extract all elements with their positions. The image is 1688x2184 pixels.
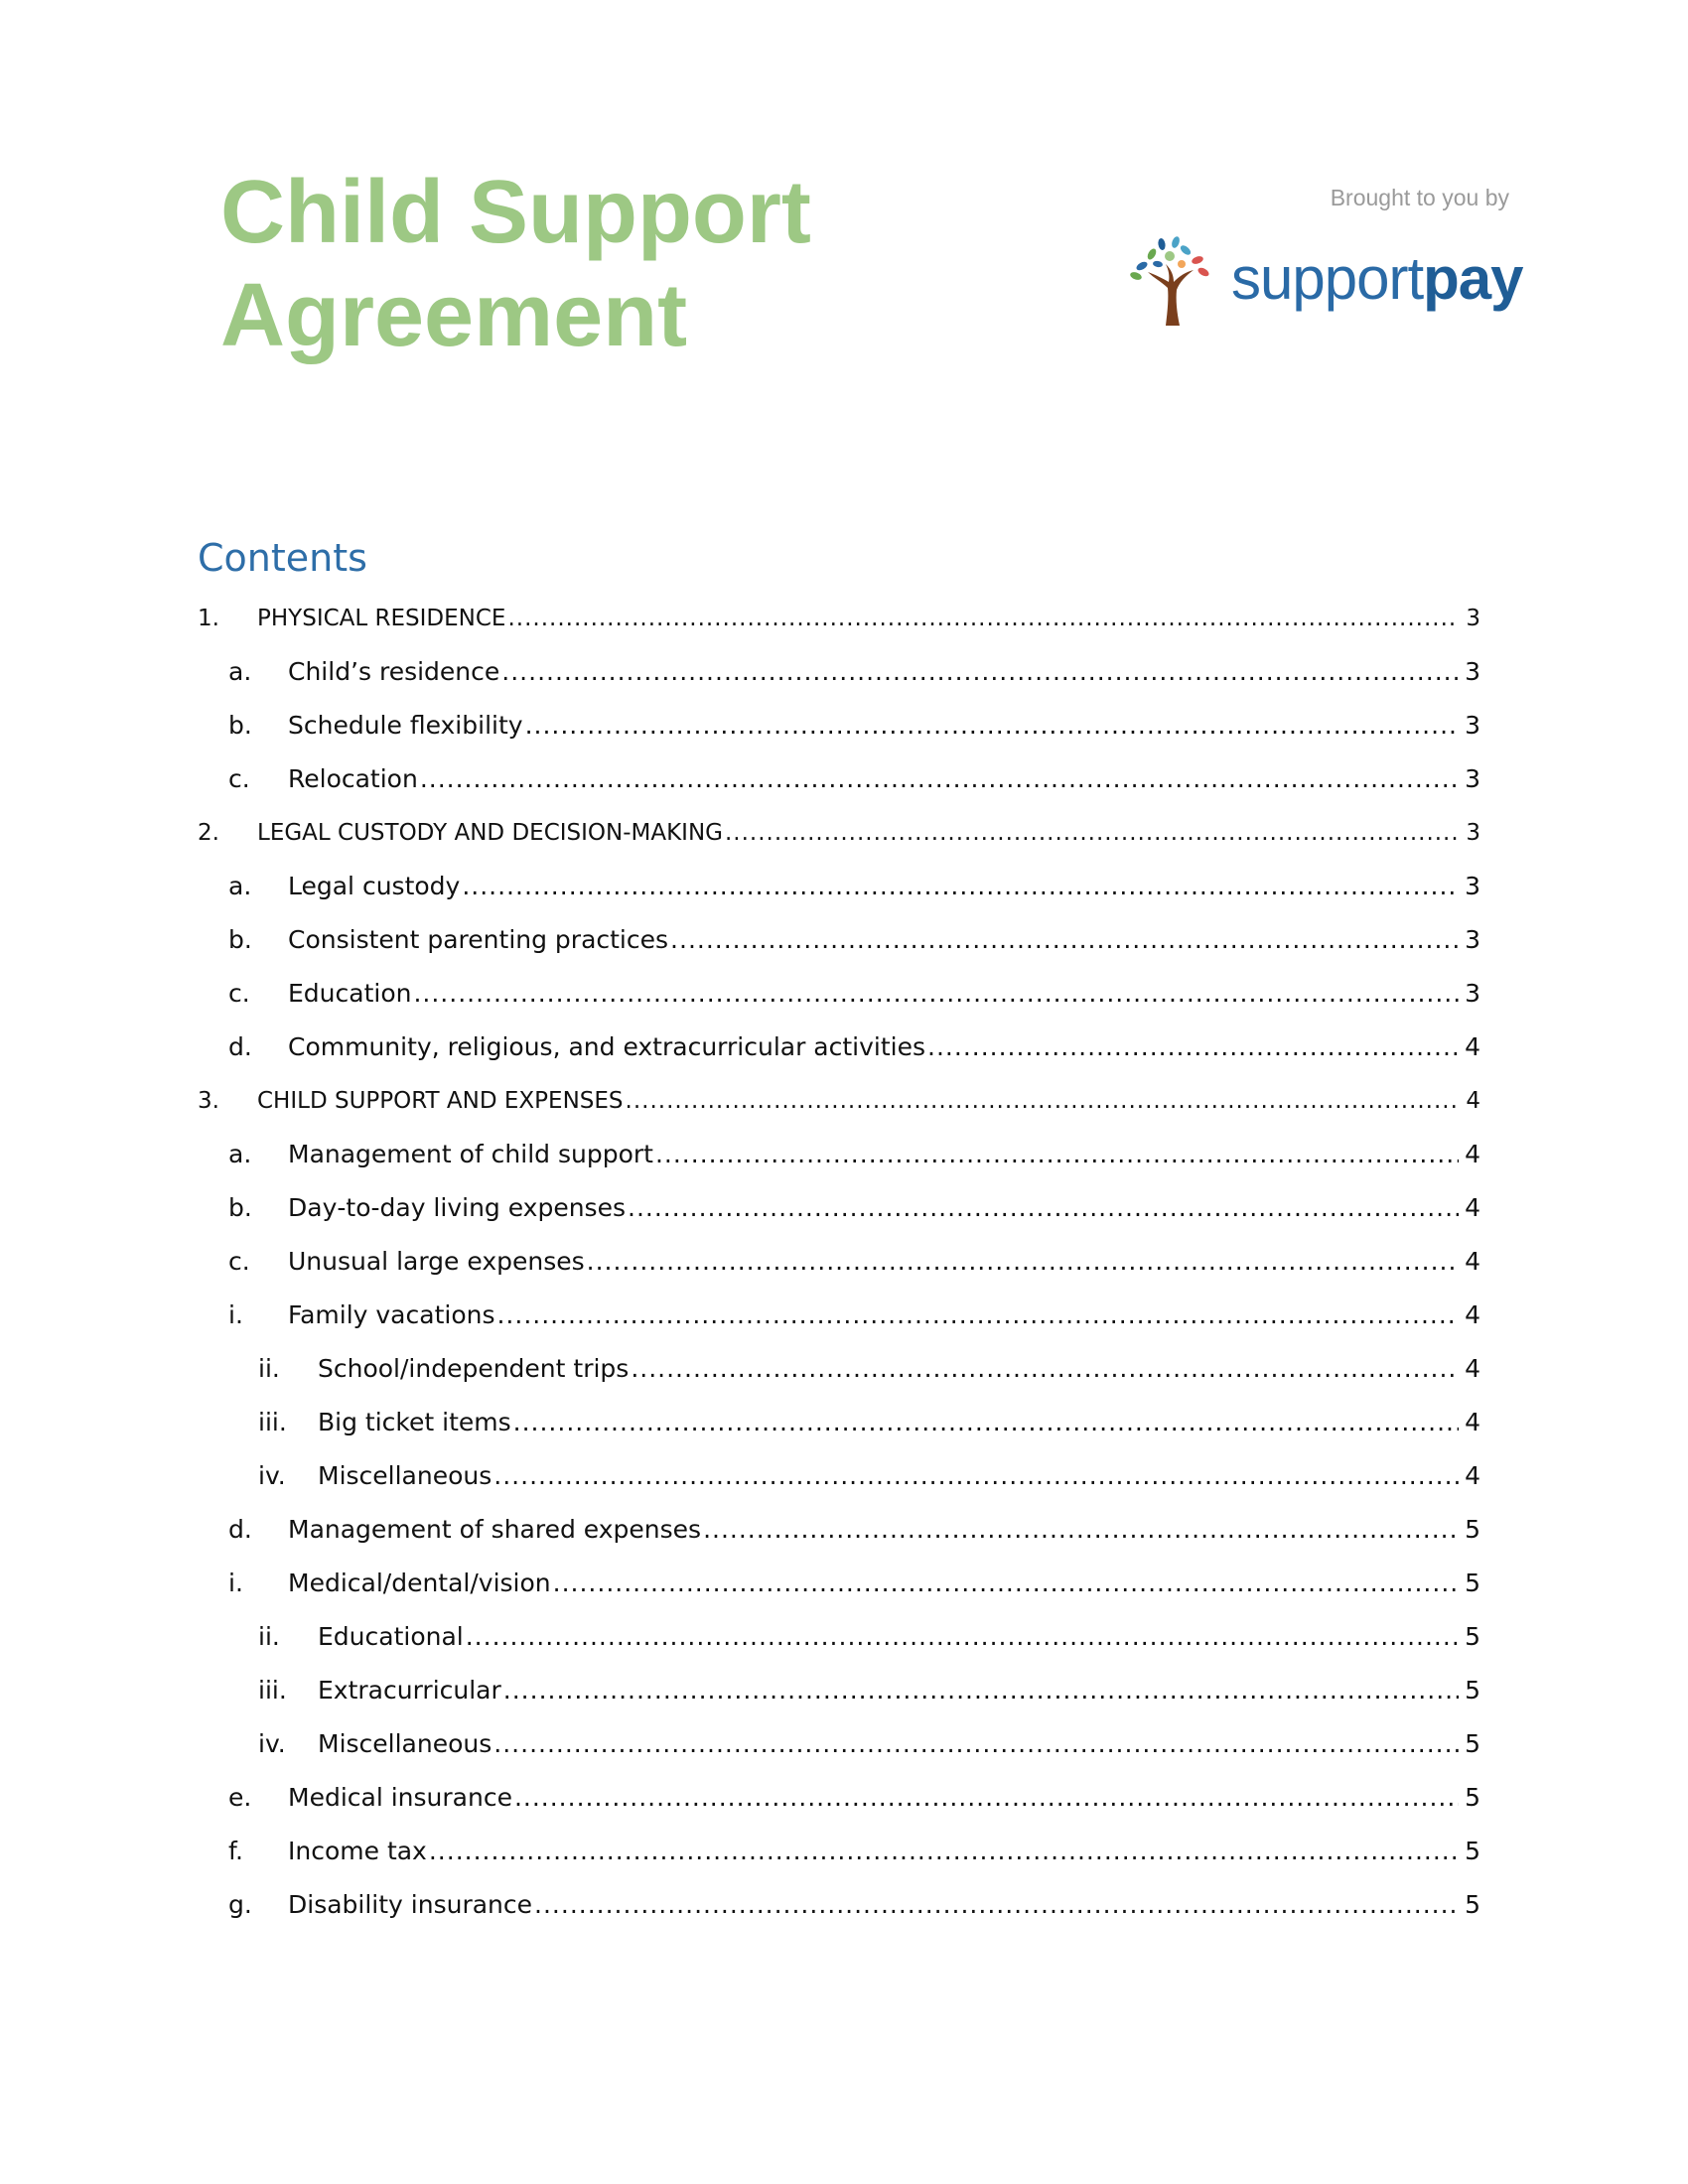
- toc-entry-number: c.: [228, 979, 250, 1008]
- toc-entry-page: 4: [1465, 1354, 1480, 1383]
- toc-entry[interactable]: [198, 1181, 1480, 1235]
- toc-entry-page: 4: [1466, 1088, 1480, 1114]
- logo-word-pay: pay: [1423, 245, 1523, 312]
- toc-entry-label: Management of shared expenses: [288, 1515, 702, 1544]
- toc-dot-leader: [626, 1074, 1459, 1128]
- logo-wordmark: [1231, 244, 1523, 314]
- toc-entry[interactable]: [198, 699, 1480, 752]
- toc-dot-leader: [514, 1771, 1459, 1825]
- toc-entry-number: d.: [228, 1032, 252, 1061]
- toc-entry-label: Family vacations: [288, 1300, 495, 1329]
- toc-entry-page: 4: [1465, 1461, 1480, 1490]
- toc-entry[interactable]: [198, 645, 1480, 699]
- toc-entry-number: iv.: [258, 1461, 286, 1490]
- toc-entry-page: 4: [1465, 1247, 1480, 1276]
- toc-entry-page: 3: [1465, 872, 1480, 900]
- toc-entry-page: 5: [1465, 1676, 1480, 1705]
- toc-entry-label: Unusual large expenses: [288, 1247, 585, 1276]
- toc-entry[interactable]: [198, 860, 1480, 913]
- toc-dot-leader: [553, 1557, 1459, 1610]
- toc-entry[interactable]: [198, 1610, 1480, 1664]
- logo-word-support: support: [1231, 245, 1424, 312]
- toc-dot-leader: [655, 1128, 1459, 1181]
- toc-entry-page: 3: [1466, 606, 1480, 631]
- toc-entry-label: LEGAL CUSTODY AND DECISION‑MAKING: [257, 820, 723, 846]
- toc-entry-label: Educational: [318, 1622, 464, 1651]
- toc-dot-leader: [507, 592, 1459, 645]
- toc-dot-leader: [628, 1181, 1459, 1235]
- toc-entry-number: b.: [228, 925, 252, 954]
- toc-entry-number: i.: [228, 1569, 243, 1597]
- toc-dot-leader: [534, 1878, 1459, 1932]
- title-line-1: Child Support: [220, 163, 811, 262]
- toc-entry-label: Community, religious, and extracurricular activities: [288, 1032, 926, 1061]
- toc-entry-label: Miscellaneous: [318, 1461, 492, 1490]
- toc-entry-label: Schedule flexibility: [288, 711, 523, 740]
- toc-entry-number: ii.: [258, 1354, 280, 1383]
- toc-dot-leader: [462, 860, 1459, 913]
- toc-entry-number: f.: [228, 1837, 243, 1865]
- contents-heading: Contents: [198, 536, 367, 580]
- toc-entry-label: Legal custody: [288, 872, 461, 900]
- toc-dot-leader: [493, 1449, 1459, 1503]
- toc-entry-page: 5: [1465, 1729, 1480, 1758]
- toc-entry-number: a.: [228, 657, 252, 686]
- toc-entry-number: d.: [228, 1515, 252, 1544]
- toc-entry-number: 1.: [198, 606, 219, 631]
- toc-entry-page: 4: [1465, 1408, 1480, 1436]
- toc-dot-leader: [725, 806, 1459, 860]
- toc-entry-number: a.: [228, 1140, 252, 1168]
- toc-entry-number: c.: [228, 1247, 250, 1276]
- toc-dot-leader: [466, 1610, 1459, 1664]
- toc-entry[interactable]: [198, 1021, 1480, 1074]
- toc-entry-page: 4: [1465, 1193, 1480, 1222]
- toc-entry[interactable]: [198, 1557, 1480, 1610]
- toc-dot-leader: [927, 1021, 1459, 1074]
- toc-entry[interactable]: [198, 1396, 1480, 1449]
- toc-entry[interactable]: [198, 1128, 1480, 1181]
- toc-dot-leader: [703, 1503, 1459, 1557]
- toc-dot-leader: [429, 1825, 1459, 1878]
- toc-entry-label: Medical/dental/vision: [288, 1569, 551, 1597]
- toc-entry-page: 3: [1466, 820, 1480, 846]
- toc-entry-label: Education: [288, 979, 412, 1008]
- toc-entry-number: ii.: [258, 1622, 280, 1651]
- toc-entry-number: iv.: [258, 1729, 286, 1758]
- brand-block: [1122, 185, 1523, 334]
- toc-entry[interactable]: [198, 1825, 1480, 1878]
- toc-dot-leader: [420, 752, 1459, 806]
- toc-entry-label: Extracurricular: [318, 1676, 501, 1705]
- toc-dot-leader: [503, 1664, 1459, 1717]
- supportpay-logo: [1122, 230, 1523, 330]
- toc-entry-number: b.: [228, 711, 252, 740]
- toc-entry[interactable]: [198, 1342, 1480, 1396]
- toc-entry-number: 2.: [198, 820, 219, 846]
- toc-dot-leader: [670, 913, 1459, 967]
- toc-entry-page: 5: [1465, 1837, 1480, 1865]
- toc-dot-leader: [587, 1235, 1459, 1289]
- toc-entry[interactable]: [198, 1074, 1480, 1128]
- toc-entry[interactable]: [198, 1289, 1480, 1342]
- toc-entry-number: 3.: [198, 1088, 219, 1114]
- toc-entry-number: e.: [228, 1783, 252, 1812]
- toc-dot-leader: [525, 699, 1459, 752]
- toc-entry-label: Disability insurance: [288, 1890, 533, 1919]
- title-line-2: Agreement: [220, 266, 688, 365]
- toc-entry[interactable]: [198, 1503, 1480, 1557]
- toc-entry-page: 4: [1465, 1300, 1480, 1329]
- toc-entry-number: i.: [228, 1300, 243, 1329]
- toc-entry[interactable]: [198, 1235, 1480, 1289]
- toc-entry[interactable]: [198, 913, 1480, 967]
- toc-entry[interactable]: [198, 1878, 1480, 1932]
- brought-to-you-by: Brought to you by: [1330, 185, 1509, 210]
- toc-entry-page: 4: [1465, 1032, 1480, 1061]
- toc-entry[interactable]: [198, 1664, 1480, 1717]
- toc-entry-number: a.: [228, 872, 252, 900]
- toc-entry-label: PHYSICAL RESIDENCE: [257, 606, 506, 631]
- toc-dot-leader: [631, 1342, 1459, 1396]
- toc-entry-page: 5: [1465, 1890, 1480, 1919]
- toc-entry-label: Consistent parenting practices: [288, 925, 669, 954]
- toc-entry-label: Day‑to‑day living expenses: [288, 1193, 626, 1222]
- toc-entry-page: 5: [1465, 1783, 1480, 1812]
- toc-entry-label: Big ticket items: [318, 1408, 511, 1436]
- document-title: [220, 161, 811, 367]
- toc-dot-leader: [501, 645, 1459, 699]
- toc-entry-page: 3: [1465, 925, 1480, 954]
- toc-dot-leader: [513, 1396, 1459, 1449]
- toc-entry-number: c.: [228, 764, 250, 793]
- toc-entry[interactable]: [198, 592, 1480, 645]
- toc-entry-page: 5: [1465, 1569, 1480, 1597]
- toc-entry-number: b.: [228, 1193, 252, 1222]
- toc-entry-page: 3: [1465, 657, 1480, 686]
- toc-entry-page: 5: [1465, 1515, 1480, 1544]
- toc-dot-leader: [496, 1289, 1459, 1342]
- toc-entry[interactable]: [198, 1449, 1480, 1503]
- toc-entry-page: 3: [1465, 979, 1480, 1008]
- toc-entry[interactable]: [198, 1771, 1480, 1825]
- toc-entry-label: Relocation: [288, 764, 418, 793]
- toc-entry[interactable]: [198, 1717, 1480, 1771]
- toc-entry-label: Management of child support: [288, 1140, 653, 1168]
- toc-dot-leader: [413, 967, 1459, 1021]
- toc-entry-label: Income tax: [288, 1837, 427, 1865]
- toc-dot-leader: [493, 1717, 1459, 1771]
- toc-entry-number: g.: [228, 1890, 252, 1919]
- toc-entry-label: Miscellaneous: [318, 1729, 492, 1758]
- toc-entry-page: 3: [1465, 764, 1480, 793]
- toc-entry-label: Medical insurance: [288, 1783, 512, 1812]
- toc-entry-page: 3: [1465, 711, 1480, 740]
- toc-entry-label: School/independent trips: [318, 1354, 630, 1383]
- toc-entry[interactable]: [198, 806, 1480, 860]
- table-of-contents: [198, 592, 1480, 1932]
- tree-logo-icon: [1122, 230, 1221, 330]
- toc-entry-label: Child’s residence: [288, 657, 500, 686]
- toc-entry-number: iii.: [258, 1408, 287, 1436]
- toc-entry-number: iii.: [258, 1676, 287, 1705]
- toc-entry[interactable]: [198, 752, 1480, 806]
- toc-entry[interactable]: [198, 967, 1480, 1021]
- toc-entry-page: 5: [1465, 1622, 1480, 1651]
- toc-entry-label: CHILD SUPPORT AND EXPENSES: [257, 1088, 624, 1114]
- toc-entry-page: 4: [1465, 1140, 1480, 1168]
